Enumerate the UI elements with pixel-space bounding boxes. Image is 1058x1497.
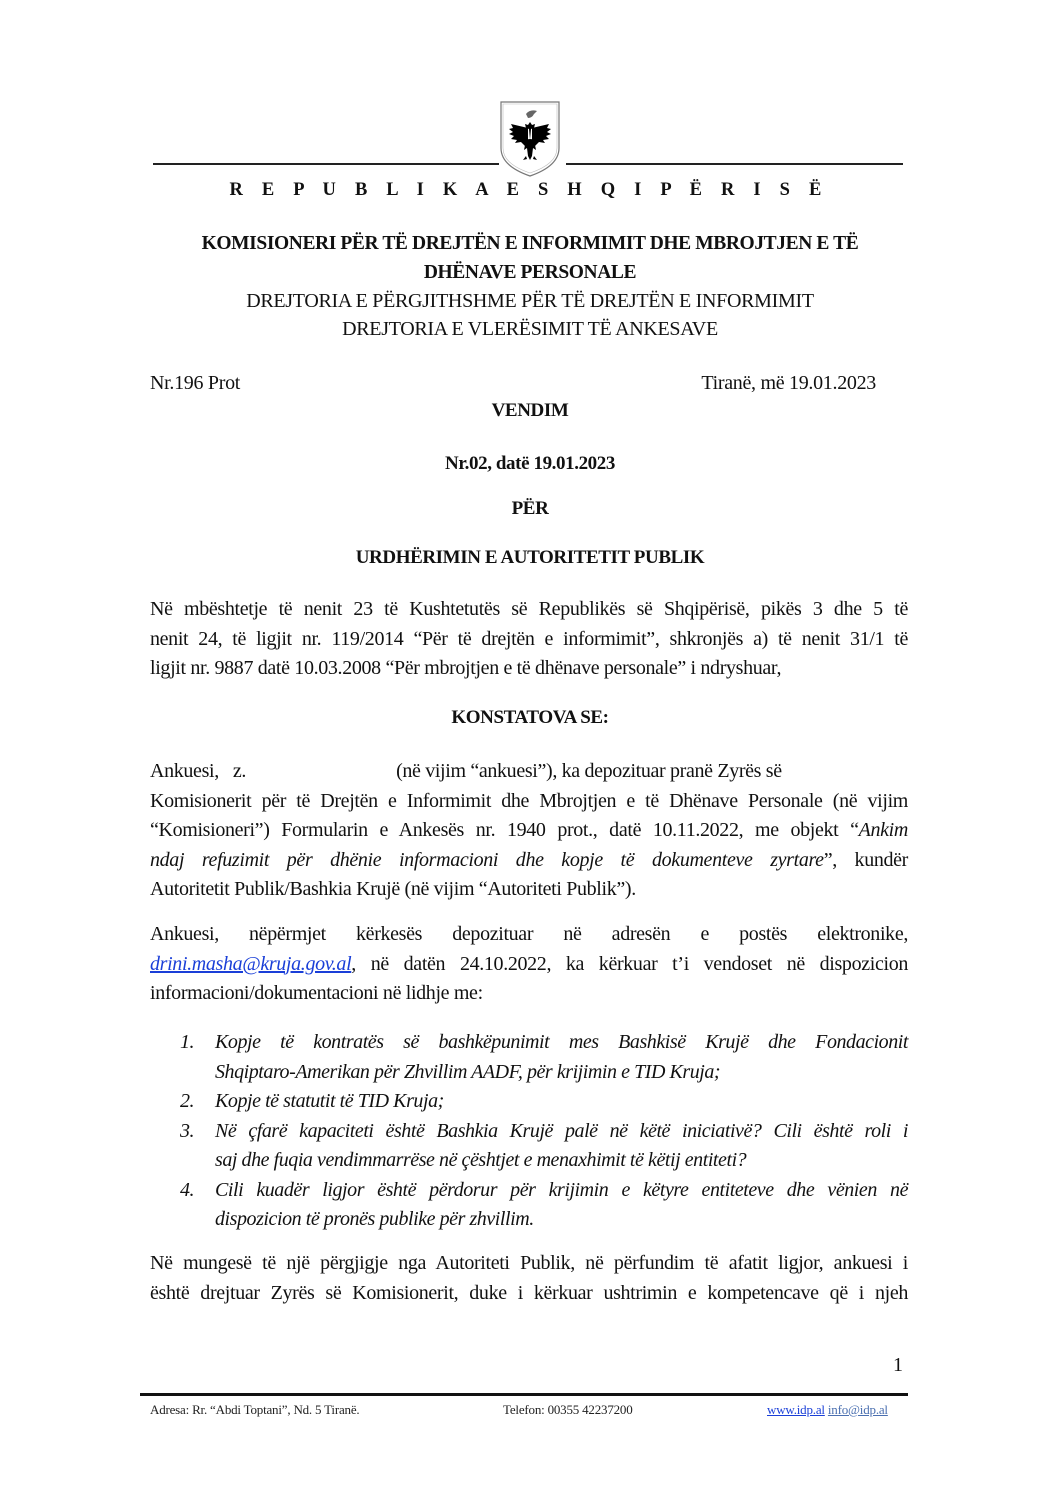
section-heading: KONSTATOVA SE: xyxy=(451,707,609,728)
list-item: 1. Kopje të kontratës së bashkëpunimit mes Bashkisë Krujë dhe Fondacionit Shqiptaro-Amerikan për Zhvillim AADF, për krijimin e TID Kruja; xyxy=(180,1031,908,1083)
preamble-line: nenit 24, të ligjit nr. 119/2014 “Për të drejtën e informimit”, shkronjës a) të nenit 31/1 të xyxy=(150,627,908,650)
dept-line2: DREJTORIA E VLERËSIMIT TË ANKESAVE xyxy=(342,318,718,340)
complaint-object-italic: Ankim xyxy=(858,819,908,841)
complaint-paragraph xyxy=(150,757,908,905)
complaint-line: Autoritetit Publik/Bashkia Krujë (në vijim “Autoriteti Publik”). xyxy=(150,878,636,900)
closing-line: është drejtuar Zyrës së Komisionerit, duke i kërkuar ushtrimin e kompetencave që i njeh xyxy=(150,1281,908,1304)
decision-title: VENDIM xyxy=(491,400,569,421)
preamble-line: ligjit nr. 9887 datë 10.03.2008 “Për mbrojtjen e të dhënave personale” i ndryshuar, xyxy=(150,657,782,679)
closing-line: Në mungesë të një përgjigje nga Autoriteti Publik, në përfundim të afatit ligjor, ankuesi i xyxy=(150,1252,908,1274)
closing-paragraph xyxy=(150,1249,908,1308)
email-link[interactable]: drini.masha@kruja.gov.al xyxy=(150,952,352,975)
request-line: , në datën 24.10.2022, ka kërkuar t’i vendoset në dispozicion xyxy=(351,952,908,975)
org-name-line1: KOMISIONERI PËR TË DREJTËN E INFORMIMIT DHE MBROJTJEN E TË xyxy=(201,233,859,254)
website-link[interactable]: www.idp.al xyxy=(767,1402,825,1417)
coat-of-arms-icon xyxy=(499,100,561,178)
preamble-paragraph xyxy=(150,595,908,684)
request-line: Ankuesi, nëpërmjet kërkesës depozituar në adresën e postës elektronike, xyxy=(150,923,908,945)
decision-number: Nr.02, datë 19.01.2023 xyxy=(445,453,615,474)
footer-phone: Telefon: 00355 42237200 xyxy=(503,1402,633,1417)
request-line: informacioni/dokumentacioni në lidhje me: xyxy=(150,982,483,1004)
footer-email-link[interactable]: info@idp.al xyxy=(827,1402,888,1417)
complaint-line1-rest: (në vijim “ankuesi”), ka depozituar pranë Zyrës së xyxy=(396,760,782,782)
header-rule-left xyxy=(153,163,499,165)
dept-line1: DREJTORIA E PËRGJITHSHME PËR TË DREJTËN E INFORMIMIT xyxy=(246,290,814,312)
org-name-line2: DHËNAVE PERSONALE xyxy=(423,262,637,283)
complaint-line: Komisionerit për të Drejtën e Informimit dhe Mbrojtjen e të Dhënave Personale (në vijim xyxy=(150,789,908,812)
header-rule-right xyxy=(566,163,903,165)
place-date: Tiranë, më 19.01.2023 xyxy=(701,372,876,394)
complainant-label: Ankuesi, xyxy=(150,760,219,782)
list-item: 4. Cili kuadër ligjor është përdorur për krijimin e këtyre entiteteve dhe vënien në dispozicion të pronës publike për zhvillim. xyxy=(180,1178,908,1230)
list-item: 3. Në çfarë kapaciteti është Bashkia Krujë palë në këtë iniciativë? Cili është roli i saj dhe fuqia vendimmarrëse në çështjet e menaxhimit të këtij entiteti? xyxy=(180,1119,908,1171)
footer-address: Adresa: Rr. “Abdi Toptani”, Nd. 5 Tiranë. xyxy=(150,1402,360,1417)
protocol-number: Nr.196 Prot xyxy=(150,372,241,394)
page-number: 1 xyxy=(893,1354,903,1376)
preamble-line: Në mbështetje të nenit 23 të Kushtetutës së Republikës së Shqipërisë, pikës 3 dhe 5 të xyxy=(150,598,908,620)
complaint-line: ”, kundër xyxy=(823,848,908,871)
footer-contacts xyxy=(767,1402,888,1418)
footer-rule xyxy=(140,1393,908,1396)
complaint-line: “Komisioneri”) Formularin e Ankesës nr. 1940 prot., datë 10.11.2022, me objekt “ xyxy=(150,819,859,841)
list-item: 2. Kopje të statutit të TID Kruja; xyxy=(180,1090,444,1112)
request-paragraph xyxy=(150,920,908,1009)
complainant-title: z. xyxy=(232,760,247,782)
complaint-object-italic: ndaj refuzimit për dhënie informacioni dhe kopje të dokumenteve zyrtare xyxy=(150,848,824,871)
decision-per: PËR xyxy=(511,498,549,519)
republic-heading: R E P U B L I K A E S H Q I P Ë R I S Ë xyxy=(229,180,829,200)
requests-list xyxy=(180,1028,908,1235)
decision-subject: URDHËRIMIN E AUTORITETIT PUBLIK xyxy=(355,547,705,568)
